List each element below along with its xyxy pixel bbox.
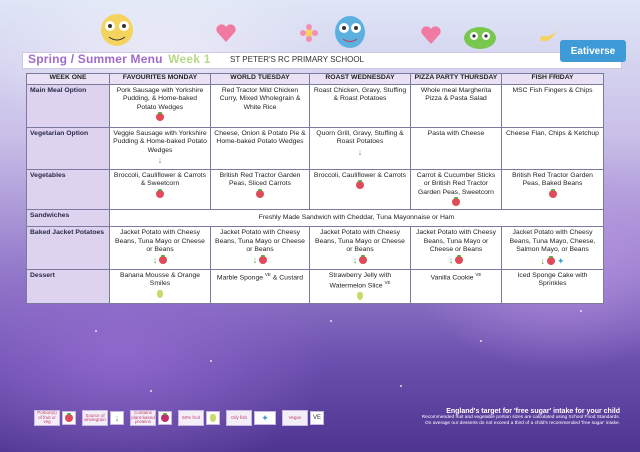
menu-cell xyxy=(211,227,310,270)
heart-icon xyxy=(420,24,442,46)
menu-item-text: Pork Sausage with Yorkshire Pudding, & Home-baked Potato Wedges xyxy=(116,87,204,111)
menu-cell xyxy=(411,227,502,270)
menu-item-text: Jacket Potato with Cheesy Beans, Tuna Mayo or Cheese or Beans xyxy=(115,229,205,254)
menu-item-text xyxy=(313,272,407,291)
legend-label: Contains plant-based proteins xyxy=(131,410,155,425)
menu-cell xyxy=(110,128,211,170)
vegan-tag: VE xyxy=(475,271,482,277)
menu-item-text: Roast Chicken, Gravy, Stuffing & Roast Potatoes xyxy=(313,87,407,103)
column-header: FAVOURITES MONDAY xyxy=(110,74,211,85)
menu-cell xyxy=(310,128,411,170)
plant-protein-icon xyxy=(158,411,172,425)
table-row xyxy=(27,227,604,270)
menu-cell xyxy=(110,170,211,210)
brand-logo: Eativerse xyxy=(560,40,626,62)
menu-cell xyxy=(411,128,502,170)
star-decoration xyxy=(400,385,402,387)
menu-item-text: Jacket Potato with Cheesy Beans, Tuna Mayo or Cheese or Beans xyxy=(415,229,497,254)
legend-item xyxy=(282,410,324,426)
vegan-icon xyxy=(310,411,324,425)
fruit-veg-icon xyxy=(159,256,167,264)
menu-item-text: Cheese Flan, Chips & Ketchup xyxy=(506,130,599,137)
vegan-tag: VE xyxy=(384,280,391,286)
menu-cell xyxy=(310,227,411,270)
star-decoration xyxy=(95,330,97,332)
fruit-veg-icon xyxy=(359,256,367,264)
menu-item-text: Iced Sponge Cake with Sprinkles xyxy=(517,271,588,288)
menu-item-text: Jacket Potato with Cheesy Beans, Tuna Mayo, Cheese, Salmon Mayo, or Beans xyxy=(509,229,596,254)
table-row xyxy=(27,269,604,303)
star-decoration xyxy=(330,320,332,322)
legend-item xyxy=(226,410,276,426)
row-label: Sandwiches xyxy=(27,210,110,227)
menu-cell xyxy=(411,269,502,303)
menu-cell xyxy=(110,227,211,270)
heart-icon xyxy=(215,22,237,44)
menu-item-text: Jacket Potato with Cheesy Beans, Tuna Mayo or Cheese or Beans xyxy=(215,229,305,254)
vegan-tag: VE xyxy=(264,271,271,277)
dessert-name: Strawberry Jelly with Watermelon Slice xyxy=(328,271,392,290)
legend-item xyxy=(82,410,124,426)
table-row xyxy=(27,128,604,170)
sugar-target-line: On average our desserts do not exceed a third of a child's recommended 'free sugar' intake. xyxy=(425,420,620,426)
school-name: ST PETER'S RC PRIMARY SCHOOL xyxy=(230,55,365,64)
fruit-veg-icon xyxy=(156,113,164,121)
star-decoration xyxy=(150,390,152,392)
menu-item-text: Banana Mousse & Orange Smiles xyxy=(119,271,201,288)
fruit-veg-icon xyxy=(156,190,164,198)
menu-cell: Freshly Made Sandwich with Cheddar, Tuna Mayonnaise or Ham xyxy=(110,210,604,227)
menu-cell xyxy=(310,269,411,303)
fruit-veg-icon xyxy=(62,411,76,425)
menu-item-text xyxy=(414,272,498,283)
menu-cell xyxy=(310,85,411,128)
menu-cell xyxy=(110,269,211,303)
legend-label: Source of wholegrain xyxy=(82,410,108,426)
page-title xyxy=(28,52,211,66)
column-header: FISH FRIDAY xyxy=(502,74,604,85)
dessert-extra: & Custard xyxy=(272,274,304,282)
menu-item-text xyxy=(214,272,306,283)
flower-icon xyxy=(300,24,318,42)
column-header: WEEK ONE xyxy=(27,74,110,85)
menu-cell xyxy=(211,269,310,303)
star-decoration xyxy=(480,340,482,342)
menu-item-text: Pasta with Cheese xyxy=(427,130,485,137)
menu-item-text: Carrot & Cucumber Sticks or British Red Tractor Garden Peas, Sweetcorn xyxy=(416,172,496,196)
table-row xyxy=(27,210,604,227)
menu-item-text: Quorn Grill, Gravy, Stuffing & Roast Potatoes xyxy=(316,130,404,146)
legend xyxy=(34,410,324,426)
menu-item-text: MSC Fish Fingers & Chips xyxy=(512,87,593,94)
table-row xyxy=(27,85,604,128)
star-decoration xyxy=(210,360,212,362)
fruit-veg-icon xyxy=(549,190,557,198)
legend-item xyxy=(130,410,172,426)
table-row xyxy=(27,170,604,210)
row-label: Dessert xyxy=(27,269,110,303)
menu-cell xyxy=(502,170,604,210)
menu-item-text: British Red Tractor Garden Peas, Baked Beans xyxy=(512,172,593,188)
fruit-50-icon xyxy=(357,292,363,300)
column-header: ROAST WEDNESDAY xyxy=(310,74,411,85)
menu-item-text: Cheese, Onion & Potato Pie & Home-baked Potato Wedges xyxy=(214,130,306,146)
row-label: Main Meal Option xyxy=(27,85,110,128)
oily-fish-icon: ✦ xyxy=(556,255,565,266)
sugar-target-note xyxy=(420,408,620,427)
wholegrain-icon: ↓ xyxy=(252,254,258,265)
monster-icon xyxy=(330,4,370,50)
menu-cell xyxy=(411,170,502,210)
fruit-50-icon xyxy=(206,411,220,425)
menu-item-text: Broccoli, Cauliflower & Carrots xyxy=(313,172,407,179)
star-decoration xyxy=(580,310,582,312)
legend-item xyxy=(178,410,220,426)
menu-cell xyxy=(310,170,411,210)
sugar-target-line: Recommended fruit and vegetable portion sizes are calculated using School Food Standards. xyxy=(421,415,620,420)
menu-cell xyxy=(502,85,604,128)
menu-item-text: Whole meal Margherita Pizza & Pasta Salad xyxy=(420,87,492,103)
menu-table xyxy=(26,73,604,304)
wholegrain-icon: ↓ xyxy=(448,254,454,265)
fruit-50-icon xyxy=(157,290,163,298)
wholegrain-icon: ↓ xyxy=(110,411,124,425)
fruit-veg-icon xyxy=(256,190,264,198)
legend-label: Portion(s) of fruit or veg xyxy=(34,410,60,426)
column-header: PIZZA PARTY THURSDAY xyxy=(411,74,502,85)
menu-cell xyxy=(502,269,604,303)
menu-cell xyxy=(211,85,310,128)
menu-item-text: Broccoli, Cauliflower & Carrots & Sweetcorn xyxy=(113,172,207,188)
wholegrain-icon: ↓ xyxy=(352,254,358,265)
dessert-name: Marble Sponge xyxy=(216,274,264,282)
wholegrain-icon: ↓ xyxy=(152,254,158,265)
fruit-veg-icon xyxy=(547,257,555,265)
menu-cell xyxy=(502,227,604,270)
menu-cell xyxy=(211,170,310,210)
menu-item-text: British Red Tractor Garden Peas, Sliced Carrots xyxy=(219,172,301,188)
legend-label: Oily fish xyxy=(226,410,252,426)
oily-fish-icon: ✦ xyxy=(254,411,276,425)
vegan-mark: VE xyxy=(312,415,321,421)
column-header: WORLD TUESDAY xyxy=(211,74,310,85)
menu-item-text: Veggie Sausage with Yorkshire Pudding & Home-baked Potato Wedges xyxy=(113,130,207,154)
wholegrain-icon: ↓ xyxy=(157,155,163,166)
menu-item-text: Jacket Potato with Cheesy Beans, Tuna Mayo or Cheese or Beans xyxy=(315,229,405,254)
row-label: Baked Jacket Potatoes xyxy=(27,227,110,270)
sugar-target-title: England's target for 'free sugar' intake for your child xyxy=(446,408,620,415)
menu-item-text: Red Tractor Mild Chicken Curry, Mixed Wholegrain & White Rice xyxy=(219,87,301,111)
legend-item xyxy=(34,410,76,426)
menu-cell xyxy=(211,128,310,170)
row-label: Vegetarian Option xyxy=(27,128,110,170)
dessert-name: Vanilla Cookie xyxy=(430,274,474,282)
character-icon xyxy=(95,6,139,50)
legend-label: Vegan xyxy=(282,410,308,426)
fruit-veg-icon xyxy=(455,256,463,264)
wholegrain-icon: ↓ xyxy=(540,256,545,267)
header-row xyxy=(27,74,604,85)
wholegrain-icon: ↓ xyxy=(357,146,363,157)
menu-cell xyxy=(502,128,604,170)
menu-title: Spring / Summer Menu xyxy=(28,52,163,66)
menu-cell xyxy=(411,85,502,128)
alien-icon xyxy=(462,22,498,50)
fruit-veg-icon xyxy=(259,256,267,264)
row-label: Vegetables xyxy=(27,170,110,210)
legend-label: 50% fruit xyxy=(178,410,204,426)
menu-cell xyxy=(110,85,211,128)
week-label: Week 1 xyxy=(168,52,211,66)
fruit-veg-icon xyxy=(452,198,460,206)
fruit-veg-icon xyxy=(356,181,364,189)
